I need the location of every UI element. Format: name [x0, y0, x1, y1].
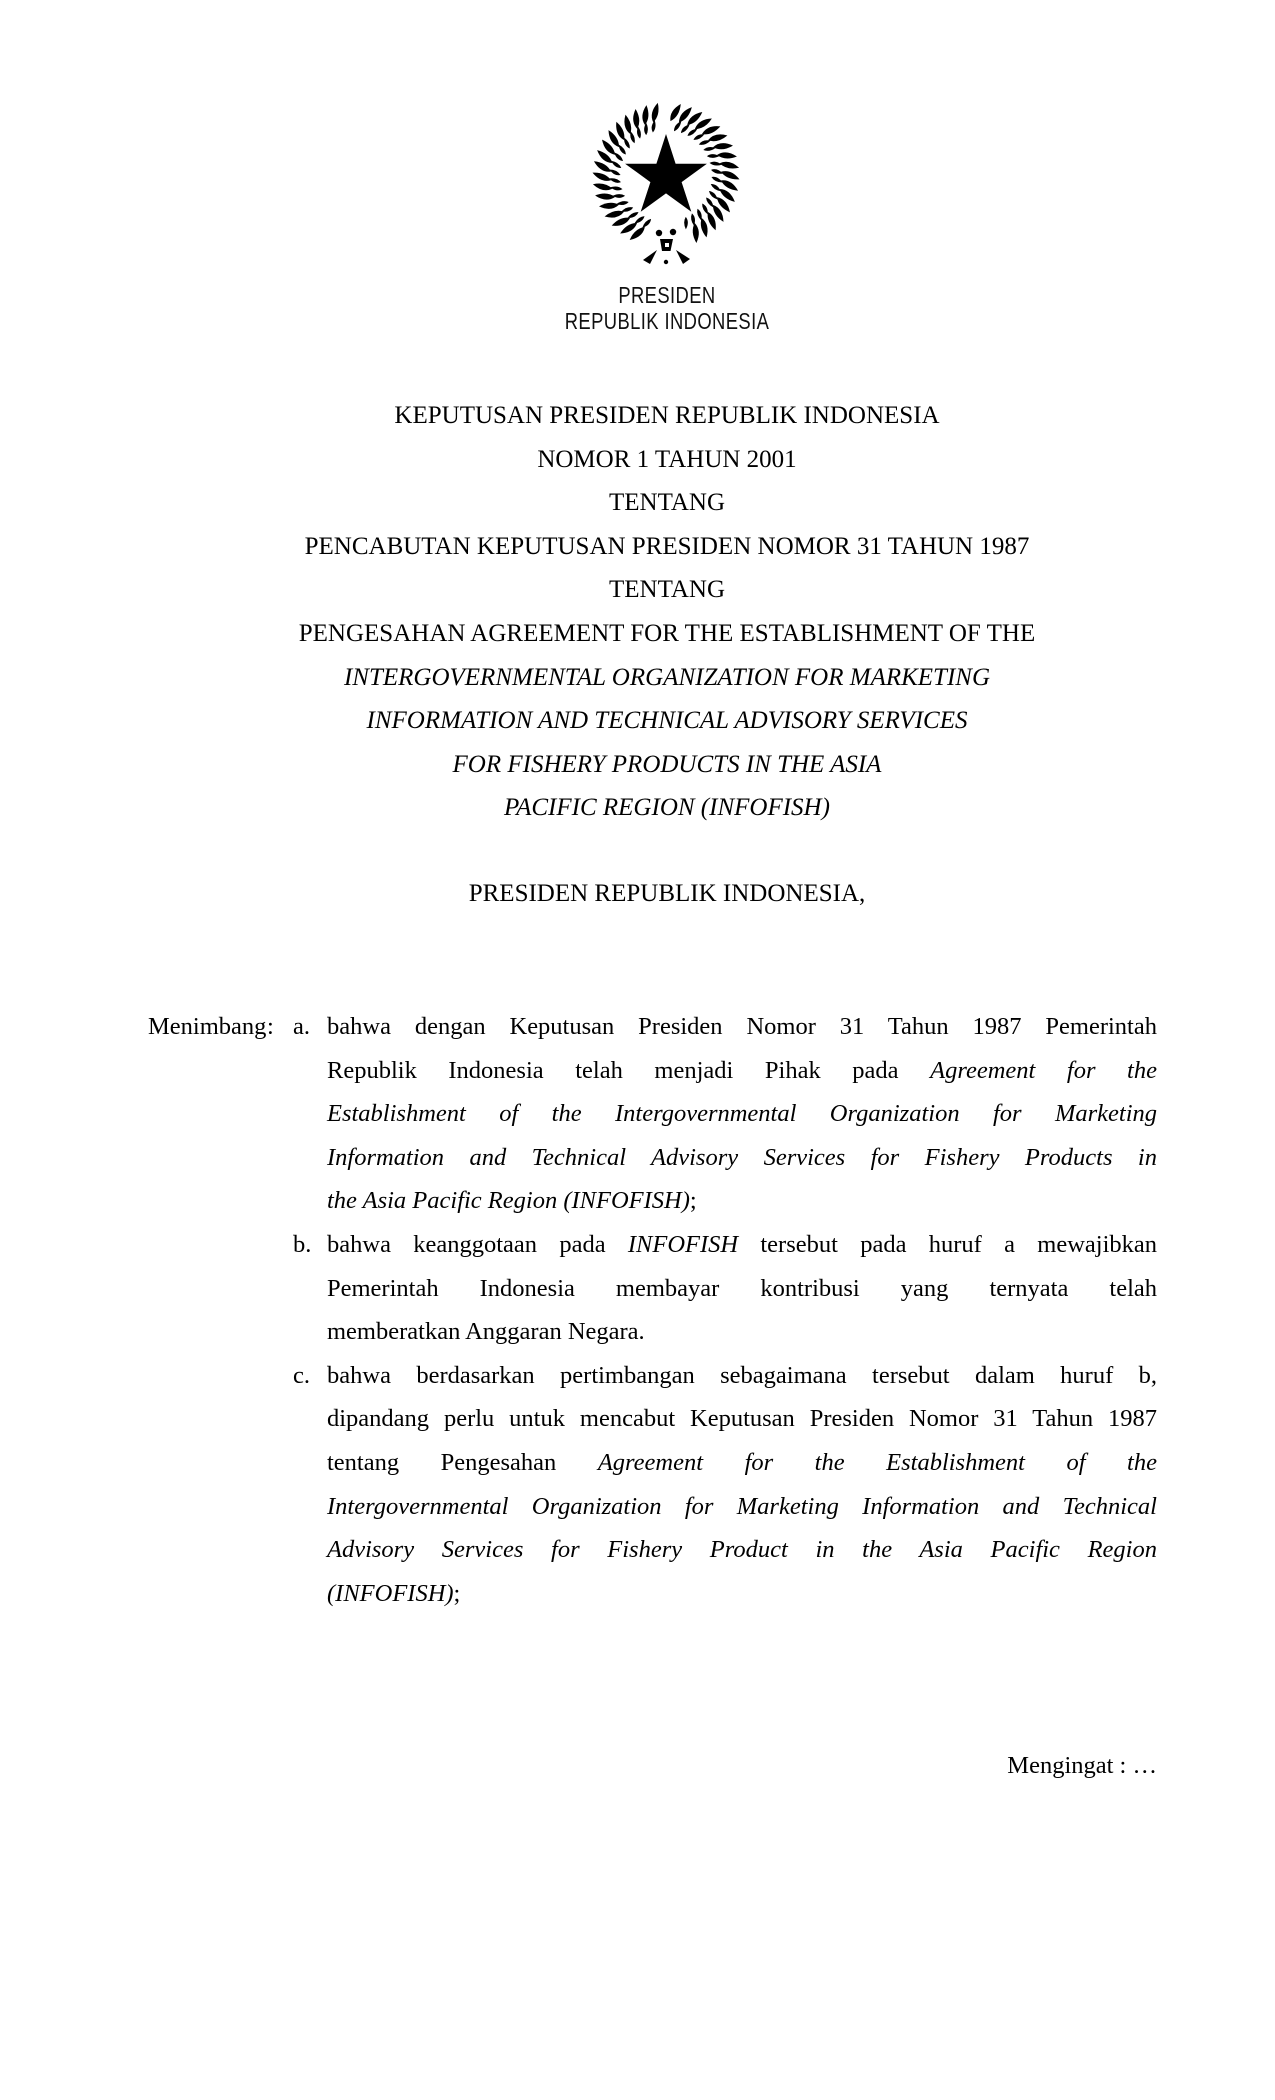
body-line [327, 1092, 1157, 1136]
title-line: INFORMATION AND TECHNICAL ADVISORY SERVICES [366, 707, 968, 735]
state-seal [586, 102, 746, 268]
catchword: Mengingat : … [1007, 1752, 1157, 1779]
opening-line: PRESIDEN REPUBLIK INDONESIA, [468, 880, 866, 907]
body-line [327, 1441, 1157, 1485]
letterhead-line-2 [539, 308, 795, 334]
body-line [327, 1049, 1157, 1093]
text-segment: (INFOFISH) [327, 1579, 454, 1607]
considering-item [293, 1354, 1157, 1616]
considering-item [293, 1005, 1157, 1223]
text-segment: INFOFISH [627, 1230, 739, 1258]
body-line [327, 1136, 1157, 1180]
text-segment: Advisory Services for Fishery Product in the Asia Pacific Region [327, 1536, 1157, 1564]
body-line [327, 1310, 1157, 1354]
text-segment: Pemerintah Indonesia membayar kontribusi yang ternyata telah [327, 1274, 1157, 1302]
title-line: PACIFIC REGION (INFOFISH) [504, 794, 830, 822]
text-segment: bahwa berdasarkan pertimbangan sebagaimana tersebut dalam huruf b, [327, 1361, 1157, 1389]
text-segment: tersebut pada huruf a mewajibkan [738, 1230, 1158, 1258]
letterhead-line-1 [539, 282, 795, 308]
body-line [327, 1572, 1157, 1616]
title-block [299, 394, 1035, 830]
body-line [327, 1267, 1157, 1311]
body-line [327, 1223, 1157, 1267]
star-wreath-seal-icon [586, 102, 746, 268]
considering-label: Menimbang [148, 1013, 267, 1040]
considering-section [148, 1005, 1157, 1615]
letterhead-text-2: REPUBLIK INDONESIA [564, 308, 770, 334]
considering-item [293, 1223, 1157, 1354]
item-lines [327, 1223, 1157, 1354]
text-segment: Information and Technical Advisory Services for Fishery Products in [327, 1143, 1157, 1171]
letterhead-text-1: PRESIDEN [618, 282, 716, 308]
letterhead [539, 282, 795, 334]
title-line: TENTANG [608, 576, 726, 604]
title-line: NOMOR 1 TAHUN 2001 [537, 445, 797, 473]
star-icon [625, 134, 707, 212]
item-lines [327, 1354, 1157, 1616]
text-segment: ; [689, 1187, 697, 1215]
text-segment: bahwa keanggotaan pada [327, 1230, 628, 1258]
text-segment: memberatkan Anggaran Negara. [327, 1318, 645, 1346]
text-segment: bahwa dengan Keputusan Presiden Nomor 31 Tahun 1987 Pemerintah [327, 1013, 1157, 1040]
title-line: PENCABUTAN KEPUTUSAN PRESIDEN NOMOR 31 TAHUN 1987 [304, 532, 1030, 560]
text-segment: Intergovernmental Organization for Marketing Information and Technical [327, 1492, 1157, 1520]
body-line [327, 1528, 1157, 1572]
considering-items [293, 1005, 1157, 1615]
considering-label-cell [148, 1005, 293, 1049]
title-line: KEPUTUSAN PRESIDEN REPUBLIK INDONESIA [394, 402, 940, 429]
title-line: FOR FISHERY PRODUCTS IN THE ASIA [452, 750, 882, 778]
text-segment: Establishment of the Intergovernmental Organization for Marketing [327, 1100, 1157, 1128]
body-line [327, 1179, 1157, 1223]
text-segment: the Asia Pacific Region (INFOFISH) [327, 1187, 690, 1215]
item-lines [327, 1005, 1157, 1223]
item-marker: b. [293, 1230, 312, 1258]
body-line [327, 1005, 1157, 1049]
text-segment: dipandang perlu untuk mencabut Keputusan Presiden Nomor 31 Tahun 1987 [327, 1405, 1157, 1433]
text-segment: ; [453, 1579, 461, 1607]
seal-ribbon-icon [643, 229, 690, 264]
body-line [327, 1397, 1157, 1441]
text-segment: tentang Pengesahan [327, 1448, 598, 1476]
text-segment: Agreement for the Establishment of the [597, 1448, 1157, 1476]
body-line [327, 1485, 1157, 1529]
text-segment: Agreement for the [930, 1056, 1157, 1084]
item-marker: a. [293, 1013, 310, 1040]
text-segment: Republik Indonesia telah menjadi Pihak pada [327, 1056, 931, 1084]
title-line: PENGESAHAN AGREEMENT FOR THE ESTABLISHMENT OF THE [298, 619, 1036, 647]
title-line: INTERGOVERNMENTAL ORGANIZATION FOR MARKETING [343, 663, 991, 691]
body-line [327, 1354, 1157, 1398]
item-marker: c. [293, 1361, 310, 1389]
title-line: TENTANG [608, 489, 726, 517]
considering-colon: : [267, 1013, 274, 1040]
